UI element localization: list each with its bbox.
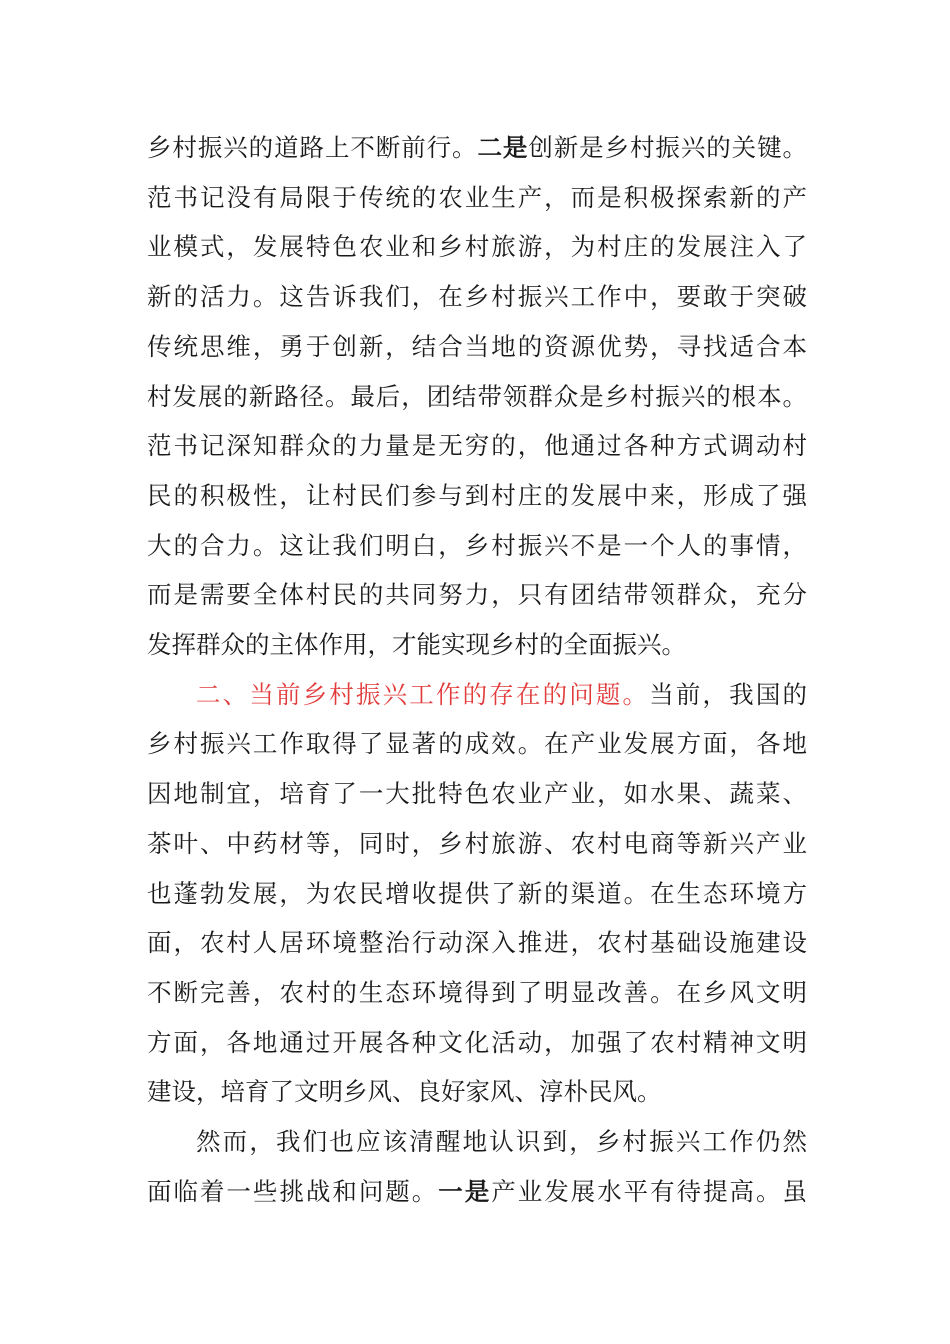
text-line [147,928,807,978]
body-text: 发挥群众的主体作用，才能实现乡村的全面振兴。 [147,630,686,659]
text-line [147,729,807,779]
body-text: 产业发展水平有待提高。虽 [491,1176,808,1206]
section-heading: 二、当前乡村振兴工作的存在的问题。 [196,679,650,709]
text-line [147,332,807,382]
body-text: 当前，我国的 [649,679,807,709]
body-text: 业模式，发展特色农业和乡村旅游，为村庄的发展注入了 [147,232,807,262]
body-text: 建设，培育了文明乡风、良好家风、淳朴民风。 [147,1077,662,1107]
text-line [147,431,807,481]
text-line [147,531,807,581]
text-line [147,232,807,282]
body-text: 而是需要全体村民的共同努力，只有团结带领群众，充分 [147,580,807,610]
text-line [147,879,807,929]
body-text: 不断完善，农村的生态环境得到了明显改善。在乡风文明 [147,977,807,1007]
emphasis-text: 一是 [438,1176,492,1206]
body-text: 范书记没有局限于传统的农业生产，而是积极探索新的产 [147,182,807,212]
text-line [147,630,807,680]
text-line [147,183,807,233]
body-text: 面临着一些挑战和问题。 [147,1176,439,1206]
body-text: 创新是乡村振兴的关键。 [528,133,808,162]
text-line [147,1028,807,1078]
text-line [196,1127,807,1177]
text-line [147,133,807,183]
body-text: 然而，我们也应该清醒地认识到，乡村振兴工作仍然 [196,1127,807,1156]
text-line [147,1077,807,1127]
body-text: 村发展的新路径。最后，团结带领群众是乡村振兴的根本。 [147,381,807,411]
text-line [196,680,807,730]
text-line [147,481,807,531]
emphasis-text: 二是 [477,133,529,162]
body-text: 新的活力。这告诉我们，在乡村振兴工作中，要敢于突破 [147,282,807,312]
body-text: 大的合力。这让我们明白，乡村振兴不是一个人的事情， [147,530,807,560]
text-line [147,978,807,1028]
body-text: 传统思维，勇于创新，结合当地的资源优势，寻找适合本 [147,331,807,361]
body-text: 茶叶、中药材等，同时，乡村旅游、农村电商等新兴产业 [147,828,807,858]
text-line [147,1177,807,1227]
body-text: 乡村振兴工作取得了显著的成效。在产业发展方面，各地 [147,729,807,759]
body-text: 民的积极性，让村民们参与到村庄的发展中来，形成了强 [147,480,807,510]
body-text: 也蓬勃发展，为农民增收提供了新的渠道。在生态环境方 [147,878,807,908]
body-text: 因地制宜，培育了一大批特色农业产业，如水果、蔬菜、 [147,779,807,809]
body-text: 范书记深知群众的力量是无穷的，他通过各种方式调动村 [147,431,807,461]
body-text: 方面，各地通过开展各种文化活动，加强了农村精神文明 [147,1027,807,1057]
text-line [147,382,807,432]
text-line [147,282,807,332]
body-text: 乡村振兴的道路上不断前行。 [147,133,478,162]
text-line [147,779,807,829]
body-text: 面，农村人居环境整治行动深入推进，农村基础设施建设 [147,928,807,958]
text-line [147,829,807,879]
text-line [147,580,807,630]
